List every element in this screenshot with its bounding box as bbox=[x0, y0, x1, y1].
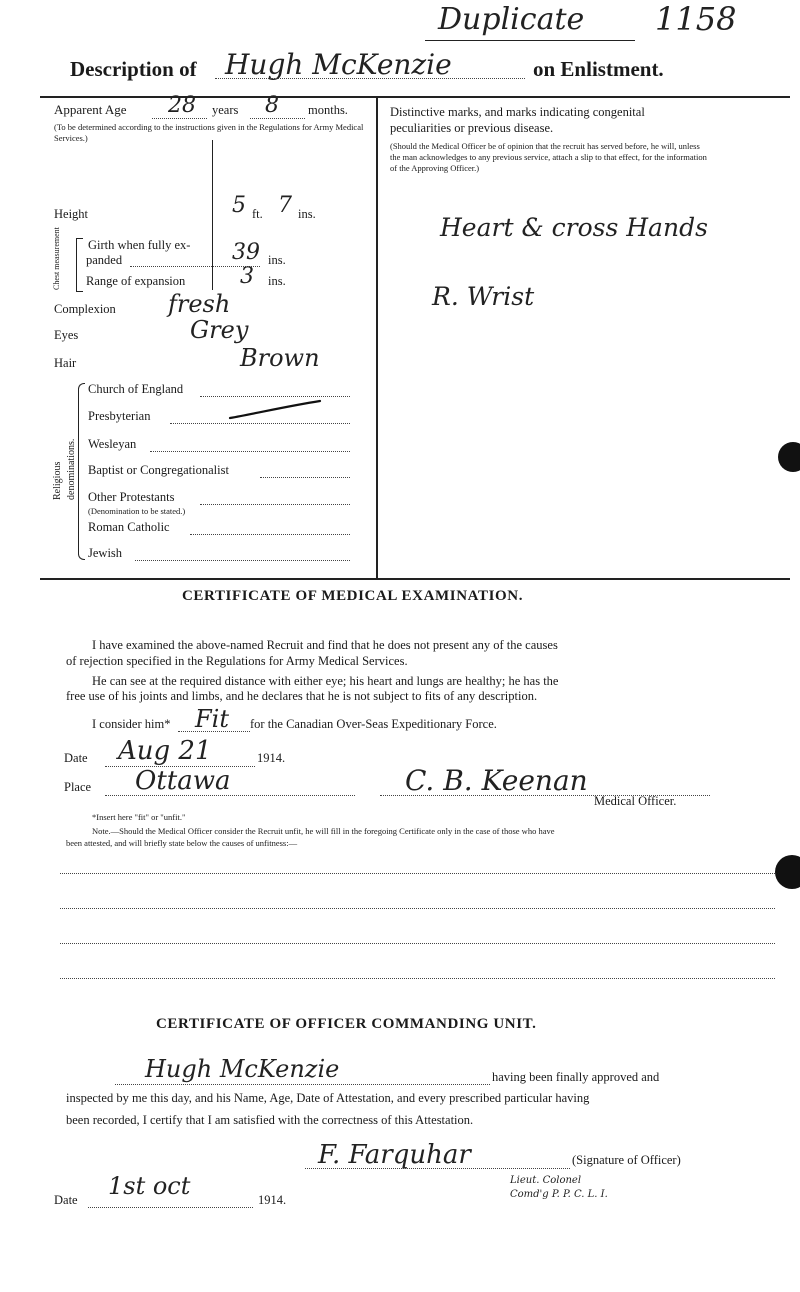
distinctive-marks-note: (Should the Medical Officer be of opinion that the recruit has served before, he will, unless the man acknowledges to any previous service, attach a slip to that effect, for the information of the Approving Officer.) bbox=[390, 141, 707, 173]
fit-unfit-insert-note: *Insert here "fit" or "unfit." bbox=[92, 812, 186, 822]
religion-wesleyan: Wesleyan bbox=[88, 437, 137, 451]
chest-bracket bbox=[76, 238, 83, 292]
years-label: years bbox=[212, 103, 239, 117]
religion-line bbox=[135, 560, 350, 561]
place-line bbox=[105, 795, 355, 796]
eyes-value: Grey bbox=[190, 316, 249, 344]
officer-date-year: 1914. bbox=[258, 1193, 287, 1207]
girth-label-line1: Girth when fully ex- bbox=[88, 238, 191, 252]
medical-officer-label: Medical Officer. bbox=[594, 794, 677, 808]
age-years-line bbox=[152, 118, 207, 119]
medical-para1-line2: of rejection specified in the Regulations for Army Medical Services. bbox=[66, 654, 408, 668]
officer-line2: inspected by me this day, and his Name, Age, Date of Attestation, and every prescribed particular having bbox=[66, 1091, 590, 1105]
religion-baptist: Baptist or Congregationalist bbox=[88, 463, 229, 477]
religions-bracket bbox=[78, 383, 85, 560]
religion-line bbox=[200, 504, 350, 505]
fitness-value: Fit bbox=[195, 705, 229, 733]
form-top-rule bbox=[40, 96, 790, 98]
height-feet-value: 5 bbox=[232, 193, 246, 218]
officer-line3: been recorded, I certify that I am satisfied with the correctness of this Attestation. bbox=[66, 1113, 474, 1127]
medical-officer-signature: C. B. Keenan bbox=[405, 764, 588, 797]
range-value: 3 bbox=[240, 264, 254, 289]
medical-para2-line2: free use of his joints and limbs, and he declares that he is not subject to fits of any description. bbox=[66, 689, 538, 703]
unfitness-reason-line-2 bbox=[60, 908, 775, 909]
title-suffix: on Enlistment. bbox=[533, 57, 664, 81]
hair-label: Hair bbox=[54, 356, 77, 370]
months-label: months. bbox=[308, 103, 348, 117]
title-name-line bbox=[215, 78, 525, 79]
distinctive-marks-label-2: peculiarities or previous disease. bbox=[390, 121, 554, 135]
religions-side-label-1: Religious bbox=[52, 461, 63, 500]
religion-roman-catholic: Roman Catholic bbox=[88, 520, 170, 534]
unfit-note-line1: Note.—Should the Medical Officer consider the Recruit unfit, he will fill in the foregoing Certificate only in the case of those who have bbox=[92, 826, 555, 836]
officer-recruit-name: Hugh McKenzie bbox=[145, 1055, 340, 1083]
officer-signature: F. Farquhar bbox=[318, 1140, 471, 1170]
officer-certificate-heading: CERTIFICATE OF OFFICER COMMANDING UNIT. bbox=[156, 1016, 537, 1032]
religion-presbyterian: Presbyterian bbox=[88, 409, 151, 423]
officer-signature-line bbox=[305, 1168, 570, 1169]
feet-label: ft. bbox=[252, 207, 263, 221]
unfit-note-line2: been attested, and will briefly state below the causes of unfitness:— bbox=[66, 838, 298, 848]
document-number-annotation: 1158 bbox=[655, 0, 737, 38]
age-months-line bbox=[250, 118, 305, 119]
height-inches-value: 7 bbox=[278, 193, 292, 218]
unfitness-reason-line-3 bbox=[60, 943, 775, 944]
eyes-label: Eyes bbox=[54, 328, 79, 342]
girth-inches-label: ins. bbox=[268, 253, 286, 267]
annotation-underline bbox=[425, 40, 635, 41]
unfitness-reason-line-1 bbox=[60, 873, 775, 874]
measurement-column-rule bbox=[212, 140, 213, 290]
recruit-name-handwritten: Hugh McKenzie bbox=[225, 48, 452, 81]
medical-para2-line1: He can see at the required distance with either eye; his heart and lungs are healthy; he has the bbox=[92, 674, 559, 688]
officer-rank-stamp: Lieut. Colonel bbox=[510, 1175, 582, 1186]
officer-date-label: Date bbox=[54, 1193, 78, 1207]
officer-signature-label: (Signature of Officer) bbox=[572, 1153, 681, 1167]
age-years-value: 28 bbox=[168, 93, 196, 118]
officer-line1-suffix: having been finally approved and bbox=[492, 1070, 660, 1084]
religion-line bbox=[200, 396, 350, 397]
unfitness-reason-line-4 bbox=[60, 978, 775, 979]
distinctive-marks-value-1: Heart & cross Hands bbox=[440, 213, 708, 242]
fitness-line bbox=[178, 731, 250, 732]
age-instructions-note: (To be determined according to the instructions given in the Regulations for Army Medical Services.) bbox=[54, 122, 364, 143]
punch-hole-bottom bbox=[775, 855, 800, 889]
place-value: Ottawa bbox=[135, 766, 231, 796]
complexion-label: Complexion bbox=[54, 302, 116, 316]
religion-church-of-england: Church of England bbox=[88, 382, 184, 396]
punch-hole-top bbox=[778, 442, 800, 472]
religion-other-protestants: Other Protestants bbox=[88, 490, 175, 504]
inches-label: ins. bbox=[298, 207, 316, 221]
medical-certificate-heading: CERTIFICATE OF MEDICAL EXAMINATION. bbox=[182, 588, 524, 604]
title-prefix: Description of bbox=[70, 57, 197, 81]
form-center-divider bbox=[376, 96, 378, 580]
religion-jewish: Jewish bbox=[88, 546, 123, 560]
form-bottom-rule bbox=[40, 578, 790, 580]
religion-denomination-note: (Denomination to be stated.) bbox=[88, 506, 186, 516]
consider-label: I consider him* bbox=[92, 717, 171, 731]
distinctive-marks-label-1: Distinctive marks, and marks indicating congenital bbox=[390, 105, 645, 119]
distinctive-marks-value-2: R. Wrist bbox=[432, 282, 535, 311]
height-label: Height bbox=[54, 207, 89, 221]
duplicate-annotation: Duplicate bbox=[438, 2, 585, 37]
range-inches-label: ins. bbox=[268, 274, 286, 288]
range-label: Range of expansion bbox=[86, 274, 186, 288]
age-months-value: 8 bbox=[265, 93, 279, 118]
medical-date-value: Aug 21 bbox=[118, 736, 212, 766]
medical-date-label: Date bbox=[64, 751, 88, 765]
place-label: Place bbox=[64, 780, 92, 794]
medical-date-year: 1914. bbox=[257, 751, 286, 765]
religion-line bbox=[260, 477, 350, 478]
religions-side-label-2: denominations. bbox=[66, 438, 77, 500]
religion-line bbox=[190, 534, 350, 535]
officer-date-line bbox=[88, 1207, 253, 1208]
chest-side-label: Chest measurement bbox=[52, 227, 61, 290]
hair-value: Brown bbox=[240, 344, 320, 372]
girth-value: 39 bbox=[232, 240, 260, 265]
officer-unit-stamp: Comd'g P. P. C. L. I. bbox=[510, 1189, 608, 1200]
girth-label-line2: panded bbox=[86, 253, 123, 267]
medical-para1-line1: I have examined the above-named Recruit and find that he does not present any of the causes bbox=[92, 638, 558, 652]
religion-line bbox=[170, 423, 350, 424]
age-label: Apparent Age bbox=[54, 102, 127, 117]
consider-suffix: for the Canadian Over-Seas Expeditionary Force. bbox=[250, 717, 497, 731]
religion-line bbox=[150, 451, 350, 452]
presbyterian-check-mark bbox=[228, 398, 323, 422]
complexion-value: fresh bbox=[168, 290, 231, 318]
officer-name-line bbox=[115, 1084, 490, 1085]
officer-date-value: 1st oct bbox=[108, 1172, 191, 1200]
